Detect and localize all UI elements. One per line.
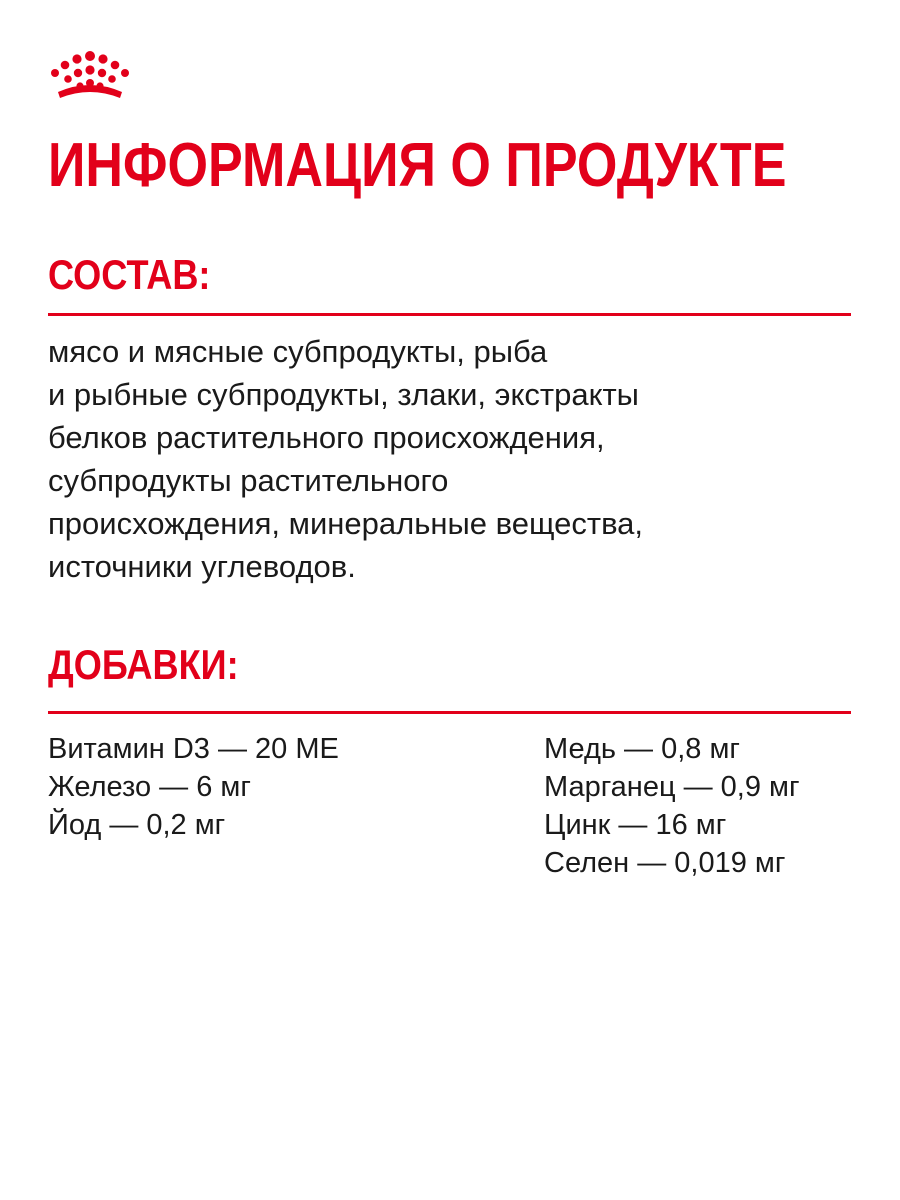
composition-heading: СОСТАВ: xyxy=(48,251,211,298)
additive-item: Йод — 0,2 мг xyxy=(48,809,226,841)
composition-line: и рыбные субпродукты, злаки, экстракты xyxy=(48,377,639,412)
composition-line: происхождения, минеральные вещества, xyxy=(48,506,644,541)
additive-item: Марганец — 0,9 мг xyxy=(544,771,800,803)
page-title: ИНФОРМАЦИЯ О ПРОДУКТЕ xyxy=(48,131,787,200)
composition-divider xyxy=(48,313,851,316)
additive-item: Медь — 0,8 мг xyxy=(544,733,741,765)
composition-line: субпродукты растительного xyxy=(48,463,449,498)
additives-divider xyxy=(48,711,851,714)
additive-item: Витамин D3 — 20 МЕ xyxy=(48,733,339,765)
additive-item: Цинк — 16 мг xyxy=(544,809,727,841)
composition-line: белков растительного происхождения, xyxy=(48,420,605,455)
composition-text xyxy=(48,330,848,588)
additives-left-column xyxy=(48,730,508,844)
additives-right-column xyxy=(544,730,854,882)
composition-line: мясо и мясные субпродукты, рыба xyxy=(48,334,548,369)
royal-canin-crown-icon xyxy=(44,48,136,104)
composition-line: источники углеводов. xyxy=(48,549,356,584)
additive-item: Селен — 0,019 мг xyxy=(544,847,786,879)
additive-item: Железо — 6 мг xyxy=(48,771,251,803)
additives-heading: ДОБАВКИ: xyxy=(48,641,239,688)
